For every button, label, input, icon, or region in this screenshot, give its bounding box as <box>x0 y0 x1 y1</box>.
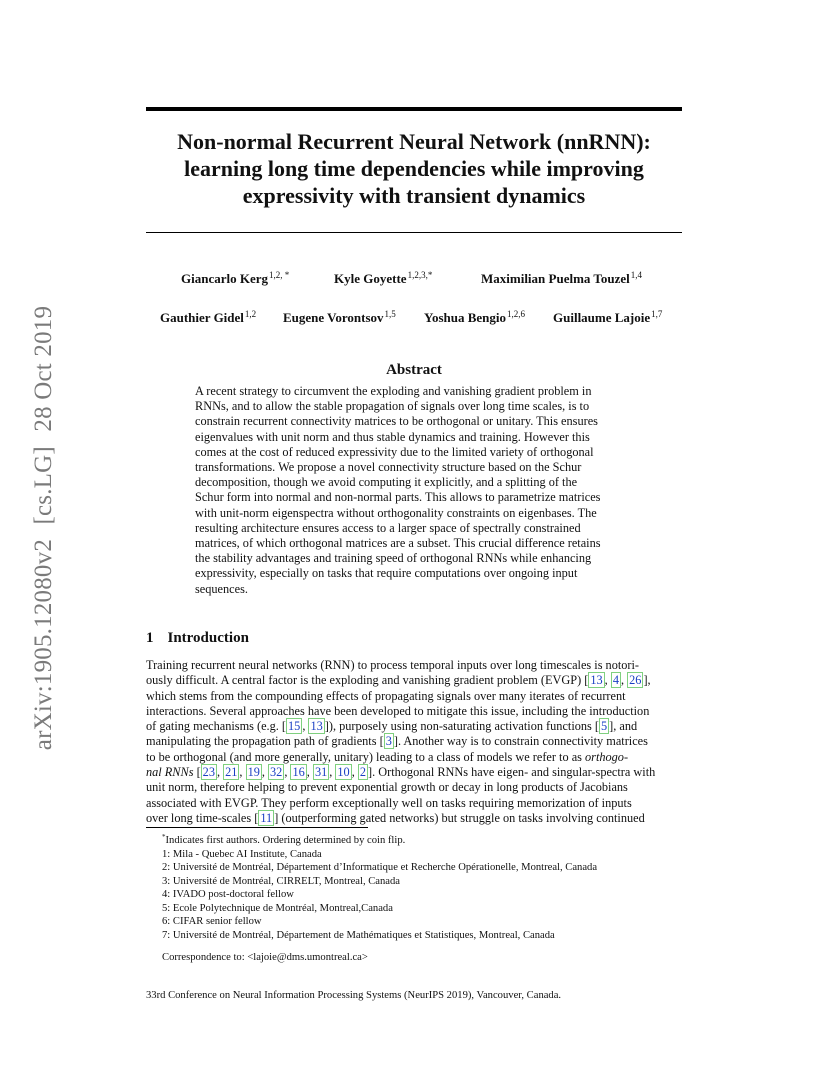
author-bengio: Yoshua Bengio$^{1,2,6}$ <box>424 309 525 325</box>
intro-line: unit norm, therefore helping to prevent exponential growth or decay in long products of Jacobians <box>146 780 628 795</box>
intro-line: of gating mechanisms (e.g. [ 15 , 13 ]), purposely using non-saturating activation functions [ 5 ], and <box>146 719 638 734</box>
citation-link[interactable]: 19 <box>247 765 260 780</box>
author-lajoie: Guillaume Lajoie$^{1,7}$ <box>553 309 663 325</box>
citation-link[interactable]: 21 <box>225 765 238 780</box>
citation-link[interactable]: 11 <box>260 810 273 825</box>
intro-line: nal RNNs [ 23 , 21 , 19 , 32 , 16 , 31 , 10 , 2 ]. Orthogonal RNNs have eigen- and singular-spectra with <box>146 765 656 780</box>
arxiv-category: [cs.LG] <box>30 446 57 525</box>
citation-link[interactable]: 26 <box>629 673 642 688</box>
citation-link[interactable]: 5 <box>601 719 608 734</box>
footnote-affiliation: 5: Ecole Polytechnique de Montréal, Montreal,Canada <box>162 902 393 914</box>
section-number: 1 <box>146 630 154 646</box>
abstract-line: RNNs, and to allow the stable propagation of signals over long time scales, is to <box>195 399 590 414</box>
author-touzel: Maximilian Puelma Touzel$^{1,4}$ <box>481 270 643 286</box>
intro-line: over long time-scales [ 11 ] (outperforming gated networks) but struggle on tasks involving continued <box>146 810 645 825</box>
intro-line: which stems from the compounding effects of propagating signals over many iterates of recurrent <box>146 688 626 703</box>
author-vorontsov: Eugene Vorontsov$^{1,5}$ <box>283 309 396 325</box>
arxiv-id: arXiv:1905.12080v2 <box>30 538 57 751</box>
introduction-body <box>146 658 682 826</box>
section-heading-introduction <box>146 630 249 647</box>
abstract-line: comes at the cost of reduced expressivity due to the limited variety of orthogonal <box>195 444 594 459</box>
intro-line: interactions. Several approaches have been developed to mitigate this issue, including the introduction <box>146 703 650 718</box>
author-goyette: Kyle Goyette$^{1,2,3,*}$ <box>334 270 433 286</box>
conference-footer: 33rd Conference on Neural Information Processing Systems (NeurIPS 2019), Vancouver, Canada. <box>146 990 562 1001</box>
title-rule-bottom <box>146 232 682 233</box>
citation-link[interactable]: 3 <box>385 734 392 749</box>
abstract-line: the stability advantages and training speed of orthogonal RNNs while enhancing <box>195 551 592 566</box>
citation-link[interactable]: 15 <box>288 719 301 734</box>
footnotes <box>162 831 597 942</box>
abstract-line: decomposition, though we avoid computing it explicitly, and a splitting of the <box>195 475 578 490</box>
abstract-line: eigenvalues with unit norm and thus stable dynamics and training. However this <box>195 429 590 444</box>
abstract-line: A recent strategy to circumvent the exploding and vanishing gradient problem in <box>195 384 592 398</box>
paper-title <box>146 128 682 209</box>
footnote-affiliation: 1: Mila - Quebec AI Institute, Canada <box>162 848 322 860</box>
citation-link[interactable]: 31 <box>314 765 328 780</box>
title-line-3: expressivity with transient dynamics <box>242 183 586 208</box>
abstract-body <box>195 384 633 597</box>
footnote-first-authors: *Indicates first authors. Ordering determined by coin flip. <box>162 833 406 846</box>
intro-line: Training recurrent neural networks (RNN) to process temporal inputs over long timescales is notori- <box>146 658 640 672</box>
footnote-rule <box>146 827 368 828</box>
arxiv-date: 28 Oct 2019 <box>30 305 57 432</box>
citation-link[interactable]: 4 <box>612 673 619 688</box>
abstract-line: transformations. We propose a novel connectivity structure based on the Schur <box>195 460 582 475</box>
title-rule-top <box>146 107 682 111</box>
citation-link[interactable]: 13 <box>590 673 603 688</box>
citation-link[interactable]: 13 <box>310 719 323 734</box>
intro-line: ously difficult. A central factor is the exploding and vanishing gradient problem (EVGP) [ 13 , 4 , 26 ], <box>146 673 651 688</box>
citation-link[interactable]: 32 <box>270 765 283 780</box>
title-line-1: Non-normal Recurrent Neural Network (nnRNN): <box>177 129 651 154</box>
correspondence: Correspondence to: <lajoie@dms.umontreal.ca> <box>162 952 368 963</box>
footnote-affiliation: 2: Université de Montréal, Département d’Informatique et Recherche Opérationelle, Montreal, Canada <box>162 862 598 873</box>
footnote-affiliation: 4: IVADO post-doctoral fellow <box>162 889 294 900</box>
author-gidel: Gauthier Gidel$^{1,2}$ <box>160 309 257 325</box>
abstract-line: constrain recurrent connectivity matrices to be orthogonal or unitary. This ensures <box>195 414 598 429</box>
title-line-2: learning long time dependencies while improving <box>184 156 644 181</box>
abstract-line: matrices, of which orthogonal matrices are a subset. This crucial difference retains <box>195 536 601 551</box>
abstract-line: with unit-norm eigenspectra without orthogonality constraints on eigenbases. The <box>195 505 597 520</box>
intro-line: associated with EVGP. They perform exceptionally well on tasks requiring memorization of inputs <box>146 795 632 810</box>
arxiv-stamp <box>30 302 58 754</box>
citation-link[interactable]: 23 <box>202 765 215 780</box>
section-title: Introduction <box>167 630 249 646</box>
abstract-heading: Abstract <box>386 362 442 378</box>
footnote-affiliation: 3: Université de Montréal, CIRRELT, Montreal, Canada <box>162 875 401 887</box>
citation-link[interactable]: 10 <box>337 765 350 780</box>
citation-link[interactable]: 2 <box>359 765 366 780</box>
citation-link[interactable]: 16 <box>292 765 305 780</box>
author-kerg: Giancarlo Kerg$^{1,2, *}$ <box>181 270 290 286</box>
abstract-line: expressivity, especially on tasks that require computations over ongoing input <box>195 566 578 581</box>
abstract-line: Schur form into normal and non-normal parts. This allows to parametrize matrices <box>195 490 601 505</box>
abstract-line: resulting architecture ensures access to a larger space of spectrally constrained <box>195 520 581 535</box>
footnote-affiliation: 6: CIFAR senior fellow <box>162 916 262 927</box>
footnote-affiliation: 7: Université de Montréal, Département de Mathématiques et Statistiques, Montreal, Canada <box>162 929 555 941</box>
intro-line: to be orthogonal (and more generally, unitary) leading to a class of models we refer to as orthogo- <box>146 749 629 764</box>
intro-line: manipulating the propagation path of gradients [ 3 ]. Another way is to constrain connectivity matrices <box>146 734 648 749</box>
abstract-line: sequences. <box>195 581 248 596</box>
